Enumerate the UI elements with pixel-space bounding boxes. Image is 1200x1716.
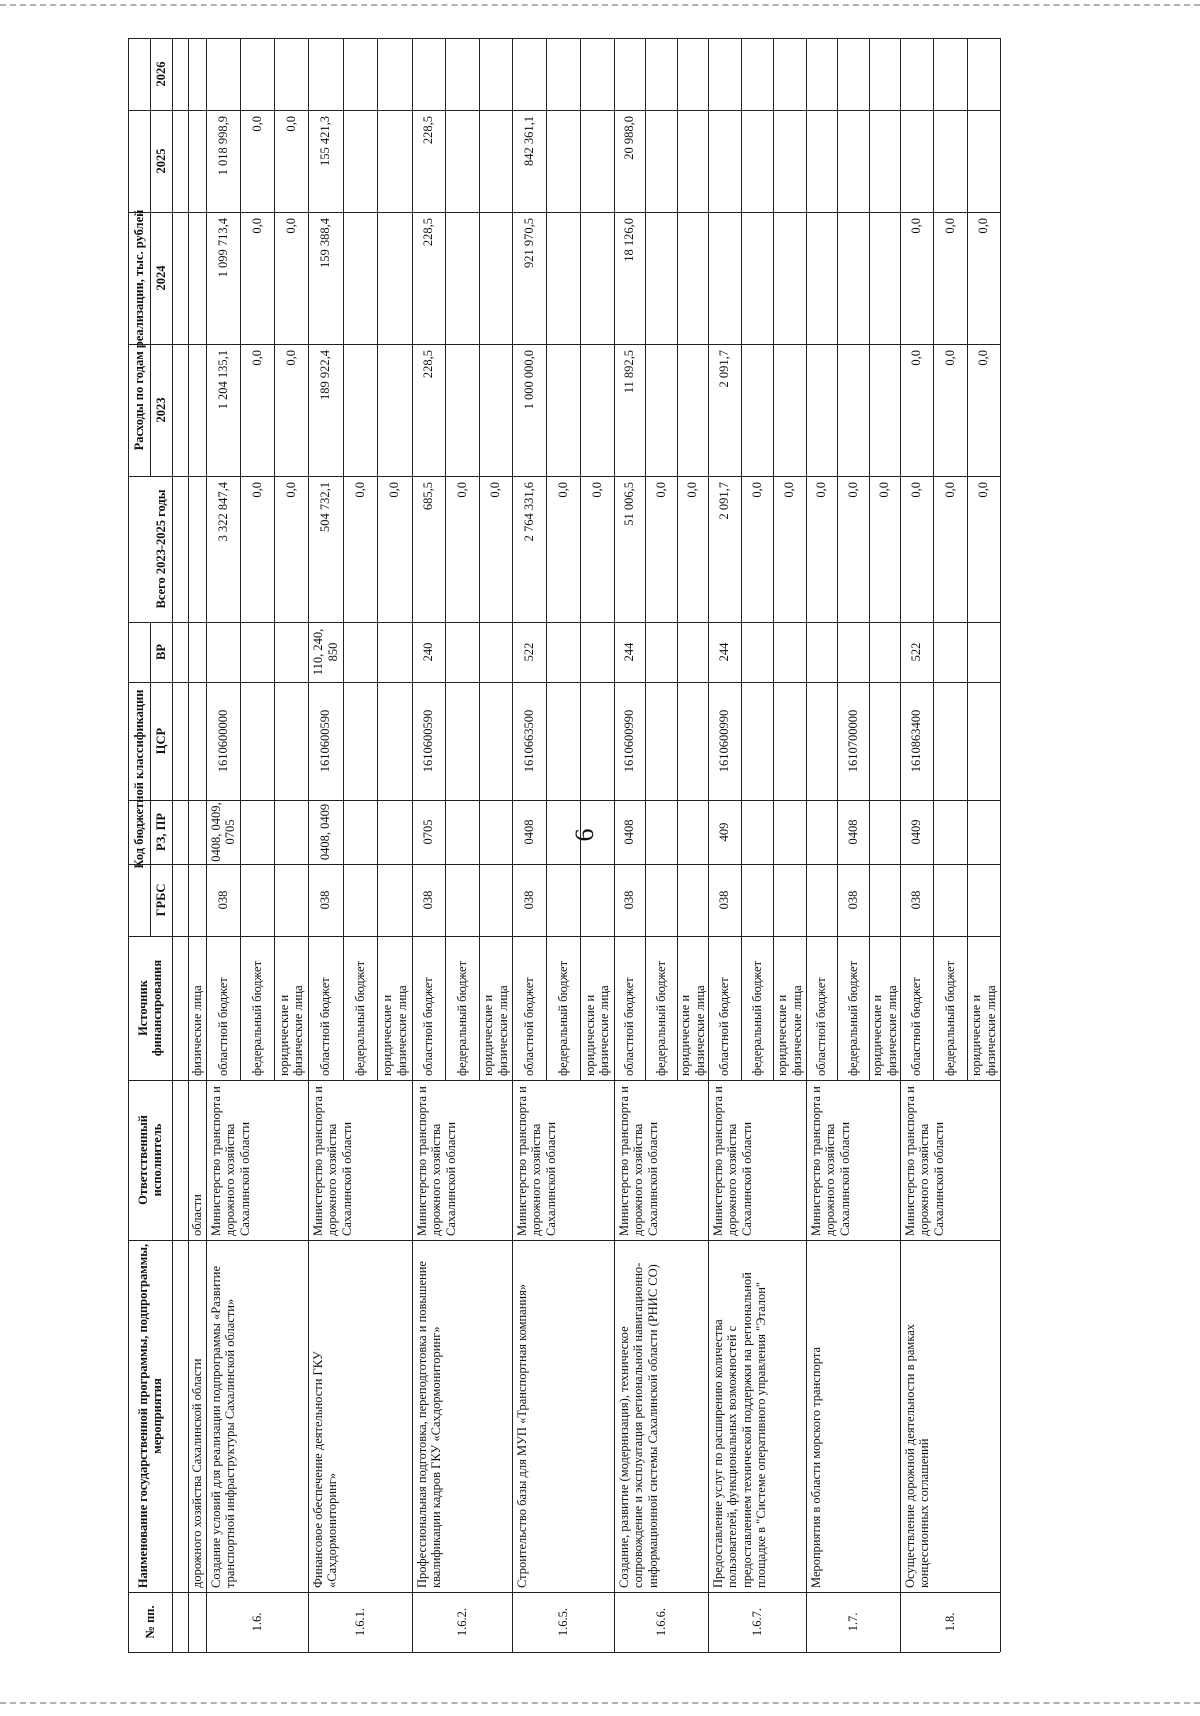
value-2025-cell: 0,0 — [283, 116, 298, 132]
value-2023-cell: 0,0 — [249, 350, 264, 366]
total-cell: 0,0 — [653, 482, 668, 498]
source-cell: федеральный бюджет — [555, 960, 570, 1076]
grbs-cell — [677, 864, 708, 936]
row-executor: Министерство транспорта и дорожного хозяйства Сахалинской области — [617, 1086, 660, 1236]
value-2025-cell: 842 361,1 — [521, 116, 536, 166]
source-cell: областной бюджет — [215, 977, 230, 1076]
csr-cell: 1610600590 — [421, 709, 436, 773]
rz-pr-cell — [377, 800, 412, 864]
rz-pr-cell: 0408 — [622, 819, 637, 845]
value-2023-cell — [869, 344, 900, 476]
value-2023-cell — [645, 344, 677, 476]
row-number: 1.7. — [845, 1612, 860, 1632]
csr-cell: 1610600990 — [717, 709, 732, 773]
value-2024-cell — [546, 212, 580, 344]
source-cell: юридические и физические лица — [678, 985, 707, 1076]
total-cell: 0,0 — [454, 482, 469, 498]
value-2025-cell — [869, 110, 900, 212]
total-cell: 0,0 — [685, 482, 700, 498]
source-cell: областной бюджет — [421, 977, 436, 1076]
rz-pr-cell — [546, 800, 580, 864]
vr-cell: 244 — [622, 642, 637, 662]
value-2025-cell — [645, 110, 677, 212]
value-2025-cell — [377, 110, 412, 212]
vr-cell — [580, 622, 614, 682]
scan-edge-bottom — [0, 1702, 1200, 1704]
row-name: Создание, развитие (модернизация), техническое сопровождение и эксплуатация региональной навигационно-информационной системы Сахалинской области (РНИС СО) — [617, 1262, 660, 1588]
rz-pr-cell — [343, 800, 377, 864]
total-cell: 0,0 — [249, 482, 264, 498]
value-2024-cell: 228,5 — [421, 218, 436, 247]
header-budget-code: Код бюджетной классификации — [131, 689, 146, 869]
source-cell: федеральный бюджет — [352, 960, 367, 1076]
total-cell: 0,0 — [976, 482, 991, 498]
value-2025-cell — [806, 110, 837, 212]
continuation-source: физические лица — [189, 985, 204, 1076]
grbs-cell — [967, 864, 1000, 936]
value-2025-cell: 0,0 — [249, 116, 264, 132]
total-cell: 2 764 331,6 — [521, 482, 536, 542]
row-number: 1.6.2. — [454, 1607, 469, 1637]
row-name: Финансовое обеспечение деятельности ГКУ «Сахдормониторинг» — [311, 1351, 340, 1588]
grbs-cell — [645, 864, 677, 936]
grbs-cell — [546, 864, 580, 936]
row-name: Осуществление дорожной деятельности в рамках концессионных соглашений — [903, 1323, 932, 1588]
csr-cell — [677, 682, 708, 800]
csr-cell — [645, 682, 677, 800]
rz-pr-cell — [445, 800, 479, 864]
value-2026-cell — [412, 38, 445, 110]
value-2023-cell: 0,0 — [909, 350, 924, 366]
value-2025-cell — [546, 110, 580, 212]
value-2026-cell — [512, 38, 546, 110]
total-cell: 0,0 — [283, 482, 298, 498]
header-2024: 2024 — [153, 265, 168, 291]
vr-cell — [677, 622, 708, 682]
vr-cell: 110, 240, 850 — [311, 628, 340, 676]
value-2023-cell: 0,0 — [942, 350, 957, 366]
header-total: Всего 2023-2025 годы — [153, 489, 168, 609]
value-2025-cell — [479, 110, 512, 212]
continuation-name: дорожного хозяйства Сахалинской области — [189, 1358, 204, 1588]
grbs-cell — [479, 864, 512, 936]
value-2026-cell — [546, 38, 580, 110]
value-2024-cell: 18 126,0 — [622, 218, 637, 262]
total-cell: 51 006,5 — [622, 482, 637, 526]
source-cell: областной бюджет — [909, 977, 924, 1076]
csr-cell — [967, 682, 1000, 800]
value-2023-cell — [377, 344, 412, 476]
total-cell: 0,0 — [589, 482, 604, 498]
grbs-cell — [240, 864, 274, 936]
source-cell: федеральный бюджет — [653, 960, 668, 1076]
grbs-cell: 038 — [421, 890, 436, 910]
value-2026-cell — [837, 38, 869, 110]
total-cell: 0,0 — [782, 482, 797, 498]
value-2026-cell — [343, 38, 377, 110]
total-cell: 0,0 — [488, 482, 503, 498]
value-2023-cell — [677, 344, 708, 476]
rz-pr-cell — [933, 800, 967, 864]
value-2023-cell — [806, 344, 837, 476]
csr-cell — [773, 682, 806, 800]
csr-cell — [741, 682, 773, 800]
csr-cell: 1610863400 — [909, 709, 924, 773]
value-2024-cell: 0,0 — [249, 218, 264, 234]
source-cell: юридические и физические лица — [276, 985, 305, 1076]
csr-cell: 1610600000 — [215, 709, 230, 773]
value-2026-cell — [580, 38, 614, 110]
value-2024-cell: 0,0 — [909, 218, 924, 234]
grbs-cell: 038 — [521, 890, 536, 910]
source-cell: областной бюджет — [622, 977, 637, 1076]
csr-cell — [445, 682, 479, 800]
value-2026-cell — [274, 38, 308, 110]
total-cell: 685,5 — [421, 482, 436, 511]
grbs-cell — [377, 864, 412, 936]
value-2023-cell: 0,0 — [283, 350, 298, 366]
row-executor: Министерство транспорта и дорожного хозяйства Сахалинской области — [809, 1086, 852, 1236]
header-2023: 2023 — [153, 397, 168, 423]
value-2024-cell — [479, 212, 512, 344]
value-2026-cell — [479, 38, 512, 110]
value-2026-cell — [869, 38, 900, 110]
value-2025-cell — [933, 110, 967, 212]
source-cell: юридические и физические лица — [380, 985, 409, 1076]
header-grbs: ГРБС — [153, 883, 168, 917]
source-cell: юридические и физические лица — [870, 985, 899, 1076]
value-2024-cell: 1 099 713,4 — [215, 218, 230, 278]
grbs-cell: 038 — [909, 890, 924, 910]
grbs-cell — [741, 864, 773, 936]
value-2023-cell — [741, 344, 773, 476]
value-2025-cell — [580, 110, 614, 212]
value-2025-cell: 155 421,3 — [318, 116, 333, 166]
value-2023-cell: 1 204 135,1 — [215, 350, 230, 410]
row-number: 1.6.6. — [653, 1607, 668, 1637]
grid-line — [128, 1652, 1000, 1653]
row-executor: Министерство транспорта и дорожного хозяйства Сахалинской области — [515, 1086, 558, 1236]
header-rz-pr: РЗ, ПР — [153, 813, 168, 851]
value-2025-cell — [773, 110, 806, 212]
csr-cell — [240, 682, 274, 800]
total-cell: 0,0 — [814, 482, 829, 498]
value-2026-cell — [773, 38, 806, 110]
value-2026-cell — [206, 38, 240, 110]
value-2026-cell — [377, 38, 412, 110]
value-2025-cell — [741, 110, 773, 212]
rz-pr-cell — [274, 800, 308, 864]
source-cell: юридические и физические лица — [775, 985, 804, 1076]
value-2025-cell — [708, 110, 741, 212]
source-cell: областной бюджет — [318, 977, 333, 1076]
grbs-cell — [343, 864, 377, 936]
value-2026-cell — [933, 38, 967, 110]
vr-cell — [377, 622, 412, 682]
value-2023-cell: 1 000 000,0 — [521, 350, 536, 410]
value-2024-cell: 0,0 — [942, 218, 957, 234]
vr-cell — [837, 622, 869, 682]
rz-pr-cell: 0408, 0409, 0705 — [208, 802, 237, 862]
value-2024-cell: 921 970,5 — [521, 218, 536, 268]
value-2025-cell — [967, 110, 1000, 212]
row-executor: Министерство транспорта и дорожного хозяйства Сахалинской области — [415, 1086, 458, 1236]
value-2026-cell — [677, 38, 708, 110]
value-2024-cell: 159 388,4 — [318, 218, 333, 268]
csr-cell — [377, 682, 412, 800]
value-2025-cell — [900, 110, 933, 212]
value-2023-cell — [479, 344, 512, 476]
value-2024-cell — [445, 212, 479, 344]
grid-line — [172, 38, 173, 1652]
vr-cell — [967, 622, 1000, 682]
rz-pr-cell: 409 — [717, 822, 732, 842]
grbs-cell — [806, 864, 837, 936]
rz-pr-cell — [645, 800, 677, 864]
csr-cell: 1610700000 — [845, 709, 860, 773]
header-num: № пп. — [142, 1605, 157, 1639]
vr-cell — [206, 622, 240, 682]
grbs-cell — [445, 864, 479, 936]
row-number: 1.6.7. — [749, 1607, 764, 1637]
value-2024-cell — [806, 212, 837, 344]
total-cell: 2 091,7 — [717, 482, 732, 520]
total-cell: 0,0 — [387, 482, 402, 498]
rz-pr-cell — [967, 800, 1000, 864]
source-cell: областной бюджет — [814, 977, 829, 1076]
source-cell: областной бюджет — [521, 977, 536, 1076]
value-2023-cell — [546, 344, 580, 476]
value-2024-cell — [677, 212, 708, 344]
scan-edge-top — [0, 4, 1200, 6]
grbs-cell: 038 — [215, 890, 230, 910]
grbs-cell — [869, 864, 900, 936]
csr-cell — [274, 682, 308, 800]
rz-pr-cell: 0408 — [845, 819, 860, 845]
page-number: 6 — [570, 828, 599, 842]
grid-line — [1000, 38, 1001, 1652]
value-2023-cell — [445, 344, 479, 476]
rz-pr-cell: 0408, 0409 — [318, 803, 333, 861]
value-2025-cell — [837, 110, 869, 212]
csr-cell — [806, 682, 837, 800]
vr-cell: 522 — [909, 642, 924, 662]
total-cell: 3 322 847,4 — [215, 482, 230, 542]
value-2025-cell: 20 988,0 — [622, 116, 637, 160]
header-csr: ЦСР — [153, 727, 168, 755]
value-2024-cell — [869, 212, 900, 344]
row-number: 1.8. — [942, 1612, 957, 1632]
vr-cell — [546, 622, 580, 682]
row-name: Создание условий для реализации подпрограммы «Развитие транспортной инфраструктуры Сахалинской области» — [209, 1265, 238, 1588]
source-cell: юридические и физические лица — [969, 985, 998, 1076]
header-vr: ВР — [153, 644, 168, 660]
csr-cell: 1610600590 — [318, 709, 333, 773]
source-cell: федеральный бюджет — [749, 960, 764, 1076]
source-cell: федеральный бюджет — [454, 960, 469, 1076]
value-2026-cell — [645, 38, 677, 110]
row-name: Предоставление услуг по расширению количества пользователей, функциональных возможностей с предоставлением технической поддержки на региональной площадке в "Системе оперативного управления "Эталон" — [711, 1272, 769, 1588]
grbs-cell: 038 — [717, 890, 732, 910]
value-2025-cell — [343, 110, 377, 212]
value-2023-cell: 189 922,4 — [318, 350, 333, 400]
rz-pr-cell — [240, 800, 274, 864]
csr-cell — [343, 682, 377, 800]
value-2026-cell — [967, 38, 1000, 110]
value-2023-cell: 228,5 — [421, 350, 436, 379]
vr-cell — [741, 622, 773, 682]
vr-cell — [479, 622, 512, 682]
value-2026-cell — [240, 38, 274, 110]
rz-pr-cell: 0409 — [909, 819, 924, 845]
grbs-cell: 038 — [622, 890, 637, 910]
value-2024-cell — [837, 212, 869, 344]
value-2024-cell — [580, 212, 614, 344]
vr-cell — [240, 622, 274, 682]
header-2026: 2026 — [153, 61, 168, 87]
vr-cell — [869, 622, 900, 682]
csr-cell — [546, 682, 580, 800]
value-2024-cell — [773, 212, 806, 344]
total-cell: 0,0 — [877, 482, 892, 498]
value-2024-cell — [708, 212, 741, 344]
value-2023-cell: 0,0 — [976, 350, 991, 366]
rz-pr-cell — [806, 800, 837, 864]
vr-cell: 240 — [421, 642, 436, 662]
value-2023-cell — [773, 344, 806, 476]
value-2025-cell — [677, 110, 708, 212]
total-cell: 0,0 — [942, 482, 957, 498]
value-2024-cell: 0,0 — [976, 218, 991, 234]
vr-cell — [806, 622, 837, 682]
vr-cell — [645, 622, 677, 682]
grbs-cell — [580, 864, 614, 936]
value-2024-cell: 0,0 — [283, 218, 298, 234]
header-name: Наименование государственной программы, подпрограммы, мероприятия — [135, 1243, 164, 1589]
grbs-cell: 038 — [318, 890, 333, 910]
row-executor: Министерство транспорта и дорожного хозяйства Сахалинской области — [311, 1086, 354, 1236]
vr-cell — [343, 622, 377, 682]
source-cell: юридические и физические лица — [582, 985, 611, 1076]
grbs-cell — [773, 864, 806, 936]
value-2024-cell — [377, 212, 412, 344]
csr-cell: 1610600990 — [622, 709, 637, 773]
value-2024-cell — [343, 212, 377, 344]
rz-pr-cell — [479, 800, 512, 864]
row-number: 1.6. — [249, 1612, 264, 1632]
total-cell: 0,0 — [909, 482, 924, 498]
vr-cell: 522 — [521, 642, 536, 662]
row-executor: Министерство транспорта и дорожного хозяйства Сахалинской области — [209, 1086, 252, 1236]
csr-cell — [869, 682, 900, 800]
header-expenses: Расходы по годам реализации, тыс. рублей — [131, 209, 146, 451]
value-2025-cell — [445, 110, 479, 212]
source-cell: федеральный бюджет — [249, 960, 264, 1076]
value-2023-cell — [343, 344, 377, 476]
value-2026-cell — [308, 38, 343, 110]
row-name: Мероприятия в области морского транспорта — [809, 1346, 823, 1588]
row-executor: Министерство транспорта и дорожного хозяйства Сахалинской области — [711, 1086, 754, 1236]
rz-pr-cell — [869, 800, 900, 864]
value-2023-cell — [837, 344, 869, 476]
csr-cell — [479, 682, 512, 800]
value-2026-cell — [445, 38, 479, 110]
header-source: Источник финансирования — [135, 959, 164, 1057]
source-cell: федеральный бюджет — [845, 960, 860, 1076]
vr-cell — [933, 622, 967, 682]
vr-cell: 244 — [717, 642, 732, 662]
vr-cell — [773, 622, 806, 682]
source-cell: федеральный бюджет — [942, 960, 957, 1076]
continuation-executor: области — [189, 1194, 204, 1236]
rz-pr-cell — [741, 800, 773, 864]
value-2025-cell: 228,5 — [421, 116, 436, 145]
value-2026-cell — [741, 38, 773, 110]
row-executor: Министерство транспорта и дорожного хозяйства Сахалинской области — [903, 1086, 946, 1236]
value-2025-cell: 1 018 998,9 — [215, 116, 230, 176]
value-2026-cell — [900, 38, 933, 110]
grbs-cell: 038 — [845, 890, 860, 910]
rz-pr-cell: 0408 — [521, 819, 536, 845]
total-cell: 0,0 — [749, 482, 764, 498]
header-2025: 2025 — [153, 148, 168, 174]
value-2026-cell — [708, 38, 741, 110]
rz-pr-cell: 0705 — [421, 819, 436, 845]
vr-cell — [274, 622, 308, 682]
total-cell: 0,0 — [845, 482, 860, 498]
total-cell: 0,0 — [555, 482, 570, 498]
value-2026-cell — [614, 38, 645, 110]
row-name: Профессиональная подготовка, переподготовка и повышение квалификации кадров ГКУ «Сахдормониторинг» — [415, 1261, 444, 1588]
value-2023-cell: 11 892,5 — [622, 350, 637, 394]
row-name: Строительство базы для МУП «Транспортная компания» — [515, 1283, 529, 1588]
grbs-cell — [274, 864, 308, 936]
value-2023-cell — [580, 344, 614, 476]
rz-pr-cell — [677, 800, 708, 864]
value-2023-cell: 2 091,7 — [717, 350, 732, 388]
value-2024-cell — [741, 212, 773, 344]
row-number: 1.6.1. — [352, 1607, 367, 1637]
csr-cell — [933, 682, 967, 800]
vr-cell — [445, 622, 479, 682]
total-cell: 0,0 — [352, 482, 367, 498]
source-cell: юридические и физические лица — [481, 985, 510, 1076]
header-executor: Ответственный исполнитель — [135, 1115, 164, 1205]
grbs-cell — [933, 864, 967, 936]
total-cell: 504 732,1 — [318, 482, 333, 532]
source-cell: областной бюджет — [717, 977, 732, 1076]
value-2024-cell — [645, 212, 677, 344]
value-2026-cell — [806, 38, 837, 110]
csr-cell — [580, 682, 614, 800]
rz-pr-cell — [580, 800, 614, 864]
row-number: 1.6.5. — [555, 1607, 570, 1637]
csr-cell: 1610663500 — [521, 709, 536, 773]
rz-pr-cell — [773, 800, 806, 864]
